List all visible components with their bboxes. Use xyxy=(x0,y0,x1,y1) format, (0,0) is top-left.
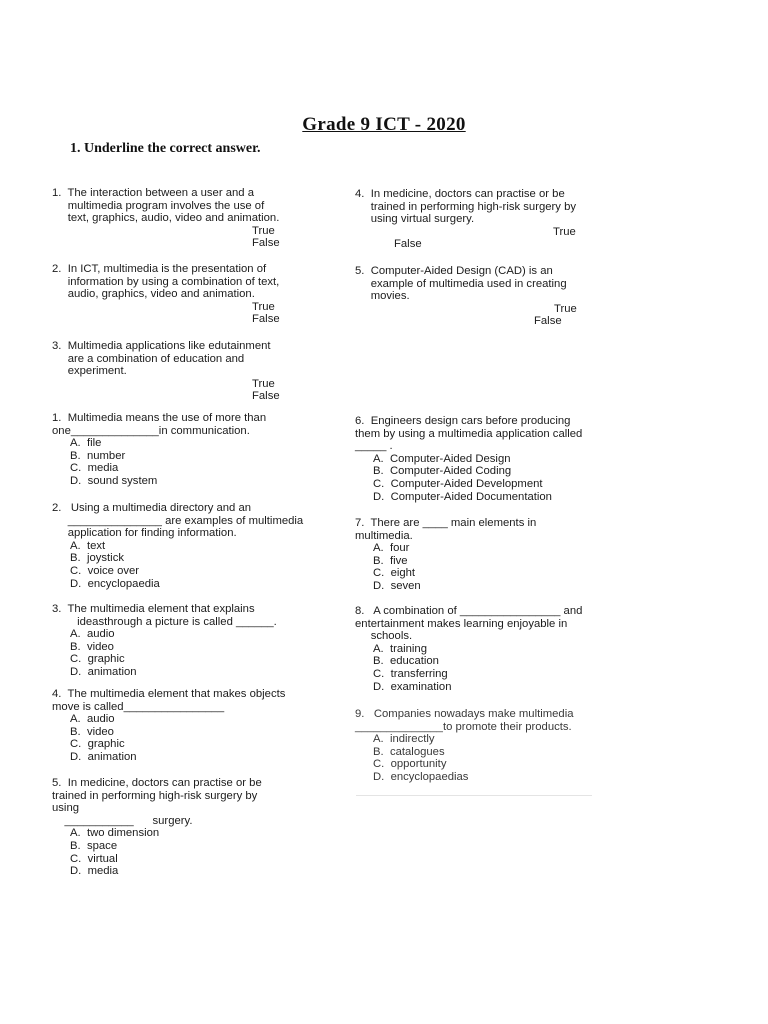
false-option[interactable]: False xyxy=(252,237,280,250)
tf-question-4 xyxy=(355,188,576,251)
tf-question-2 xyxy=(52,263,280,326)
false-option[interactable]: False xyxy=(252,313,280,326)
divider xyxy=(356,795,592,796)
option-b[interactable]: B. space xyxy=(70,839,118,852)
question-stem: 2. Using a multimedia directory and an _______________ are examples of multimedia application for finding information. xyxy=(52,502,304,540)
page-title: Grade 9 ICT - 2020 xyxy=(302,114,466,135)
option-list xyxy=(52,540,303,590)
mcq-question-5 xyxy=(52,777,262,878)
option-d[interactable]: D. encyclopaedia xyxy=(70,577,160,590)
false-option[interactable]: False xyxy=(252,390,280,403)
question-stem: 3. Multimedia applications like edutainment are a combination of education and experiment. xyxy=(52,340,271,378)
option-b[interactable]: B. video xyxy=(70,640,114,653)
question-stem: 1. The interaction between a user and a multimedia program involves the use of text, graphics, audio, video and animation. xyxy=(52,187,280,225)
option-list xyxy=(355,733,574,783)
question-stem: 2. In ICT, multimedia is the presentation of information by using a combination of text, audio, graphics, video and animation. xyxy=(52,263,280,301)
option-a[interactable]: A. file xyxy=(70,437,102,450)
option-b[interactable]: B. joystick xyxy=(70,552,124,565)
option-a[interactable]: A. two dimension xyxy=(70,827,160,840)
option-list xyxy=(52,437,266,487)
tf-question-1 xyxy=(52,187,280,250)
option-b[interactable]: B. number xyxy=(70,449,126,462)
mcq-question-3 xyxy=(52,603,277,679)
option-list xyxy=(52,827,262,877)
option-c[interactable]: C. opportunity xyxy=(373,758,447,771)
mcq-question-1 xyxy=(52,412,266,488)
option-d[interactable]: D. animation xyxy=(70,750,137,763)
option-c[interactable]: C. voice over xyxy=(70,564,140,577)
option-a[interactable]: A. four xyxy=(373,542,410,555)
mcq-question-4 xyxy=(52,688,285,764)
false-option[interactable]: False xyxy=(534,315,562,328)
option-d[interactable]: D. media xyxy=(70,865,119,878)
mcq-question-6 xyxy=(355,415,582,503)
question-stem: 3. The multimedia element that explains ideasthrough a picture is called ______. xyxy=(52,603,277,628)
question-stem: 5. Computer-Aided Design (CAD) is an example of multimedia used in creating movies. xyxy=(355,265,567,303)
option-a[interactable]: A. training xyxy=(373,642,428,655)
option-b[interactable]: B. video xyxy=(70,725,114,738)
tf-question-3 xyxy=(52,340,280,403)
true-option[interactable]: True xyxy=(252,377,275,390)
option-list xyxy=(355,643,582,693)
option-list xyxy=(355,542,536,592)
question-stem: 8. A combination of ________________ and entertainment makes learning enjoyable in schools. xyxy=(355,605,583,643)
question-stem: 7. There are ____ main elements in multimedia. xyxy=(355,517,537,542)
option-c[interactable]: C. Computer-Aided Development xyxy=(373,477,543,490)
option-a[interactable]: A. indirectly xyxy=(373,733,435,746)
option-d[interactable]: D. sound system xyxy=(70,474,158,487)
question-stem: 5. In medicine, doctors can practise or be trained in performing high-risk surgery by using ___________ surgery. xyxy=(52,777,262,827)
question-stem: 4. The multimedia element that makes objects move is called________________ xyxy=(52,688,286,713)
option-a[interactable]: A. Computer-Aided Design xyxy=(373,452,511,465)
true-option[interactable]: True xyxy=(553,225,576,238)
option-list xyxy=(52,628,277,678)
option-d[interactable]: D. Computer-Aided Documentation xyxy=(373,490,552,503)
option-d[interactable]: D. examination xyxy=(373,680,452,693)
section-instruction: 1. Underline the correct answer. xyxy=(70,141,261,156)
option-b[interactable]: B. catalogues xyxy=(373,745,445,758)
option-c[interactable]: C. media xyxy=(70,462,119,475)
option-b[interactable]: B. Computer-Aided Coding xyxy=(373,465,512,478)
option-a[interactable]: A. audio xyxy=(70,628,115,641)
mcq-question-7 xyxy=(355,517,536,593)
mcq-question-8 xyxy=(355,605,582,693)
question-stem: 1. Multimedia means the use of more than one______________in communication. xyxy=(52,412,267,437)
option-b[interactable]: B. five xyxy=(373,554,408,567)
question-stem: 9. Companies nowadays make multimedia ______________to promote their products. xyxy=(355,708,574,733)
option-c[interactable]: C. transferring xyxy=(373,667,448,680)
option-d[interactable]: D. encyclopaedias xyxy=(373,770,469,783)
mcq-question-2 xyxy=(52,502,303,590)
question-stem: 6. Engineers design cars before producing them by using a multimedia application called _____ . xyxy=(355,415,583,453)
option-c[interactable]: C. eight xyxy=(373,567,416,580)
option-d[interactable]: D. seven xyxy=(373,579,421,592)
question-stem: 4. In medicine, doctors can practise or be trained in performing high-risk surgery by using virtual surgery. xyxy=(355,188,577,226)
tf-question-5 xyxy=(355,265,577,328)
option-list xyxy=(52,713,285,763)
option-b[interactable]: B. education xyxy=(373,655,439,668)
mcq-question-9 xyxy=(355,708,574,784)
option-c[interactable]: C. virtual xyxy=(70,852,118,865)
true-option[interactable]: True xyxy=(252,224,275,237)
option-c[interactable]: C. graphic xyxy=(70,738,125,751)
option-d[interactable]: D. animation xyxy=(70,665,137,678)
false-option[interactable]: False xyxy=(394,238,422,251)
option-c[interactable]: C. graphic xyxy=(70,653,125,666)
option-list xyxy=(355,453,582,503)
true-option[interactable]: True xyxy=(252,300,275,313)
true-option[interactable]: True xyxy=(554,302,577,315)
option-a[interactable]: A. text xyxy=(70,539,106,552)
option-a[interactable]: A. audio xyxy=(70,713,115,726)
